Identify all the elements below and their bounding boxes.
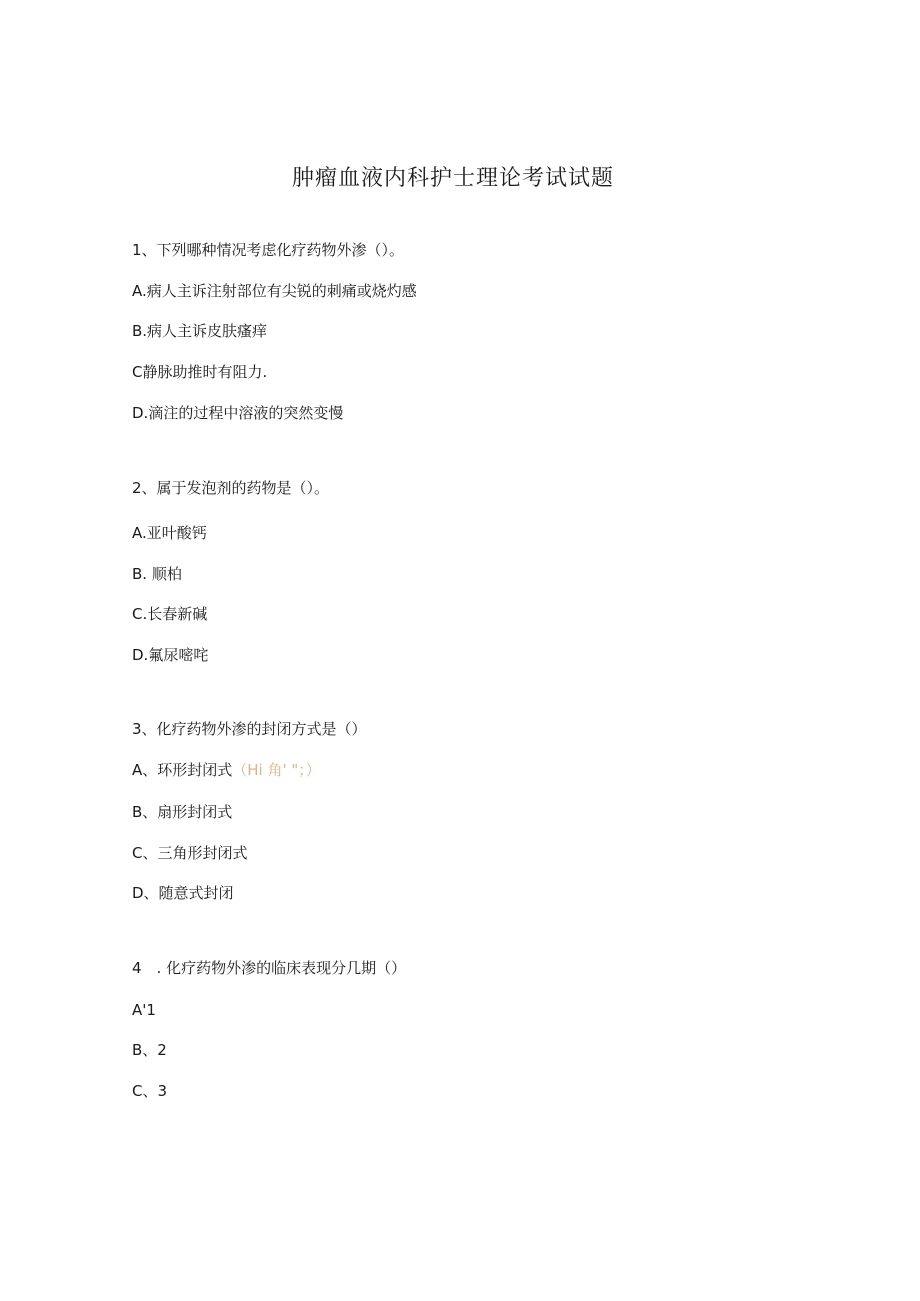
- question-2-option-b: B. 顺柏: [132, 565, 182, 583]
- question-3-option-a-text: A、环形封闭式: [132, 761, 233, 779]
- question-3-option-c: C、三角形封闭式: [132, 844, 248, 862]
- question-1-stem: 1、下列哪种情况考虑化疗药物外渗（）。: [132, 241, 405, 259]
- question-2-option-c: C.长春新碱: [132, 605, 208, 623]
- question-3-option-b: B、扇形封闭式: [132, 803, 233, 821]
- question-1-option-b: B.病人主诉皮肤瘙痒: [132, 322, 268, 340]
- question-4-stem: 4 . 化疗药物外渗的临床表现分几期（）: [132, 959, 407, 977]
- question-3-stem: 3、化疗药物外渗的封闭方式是（）: [132, 720, 367, 738]
- question-3-option-d: D、随意式封闭: [132, 884, 234, 902]
- question-3-option-a: [132, 759, 321, 781]
- question-1-option-d: D.滴注的过程中溶液的突然变慢: [132, 404, 344, 422]
- question-4-option-c: C、3: [132, 1082, 168, 1100]
- question-2-option-d: D.氟尿嘧咤: [132, 646, 209, 664]
- question-2-stem: 2、属于发泡剂的药物是（）。: [132, 479, 330, 497]
- question-4-option-a: A'1: [132, 1001, 156, 1019]
- question-4-option-b: B、2: [132, 1041, 167, 1059]
- page-title: 肿瘤血液内科护士理论考试试题: [291, 166, 614, 191]
- question-1-option-a: A.病人主诉注射部位有尖锐的刺痛或烧灼感: [132, 282, 417, 300]
- question-3-option-a-annotation: （Hi 角' "；）: [232, 761, 321, 779]
- question-1-option-c: C静脉助推时有阻力.: [132, 363, 268, 381]
- question-2-option-a: A.亚叶酸钙: [132, 524, 207, 542]
